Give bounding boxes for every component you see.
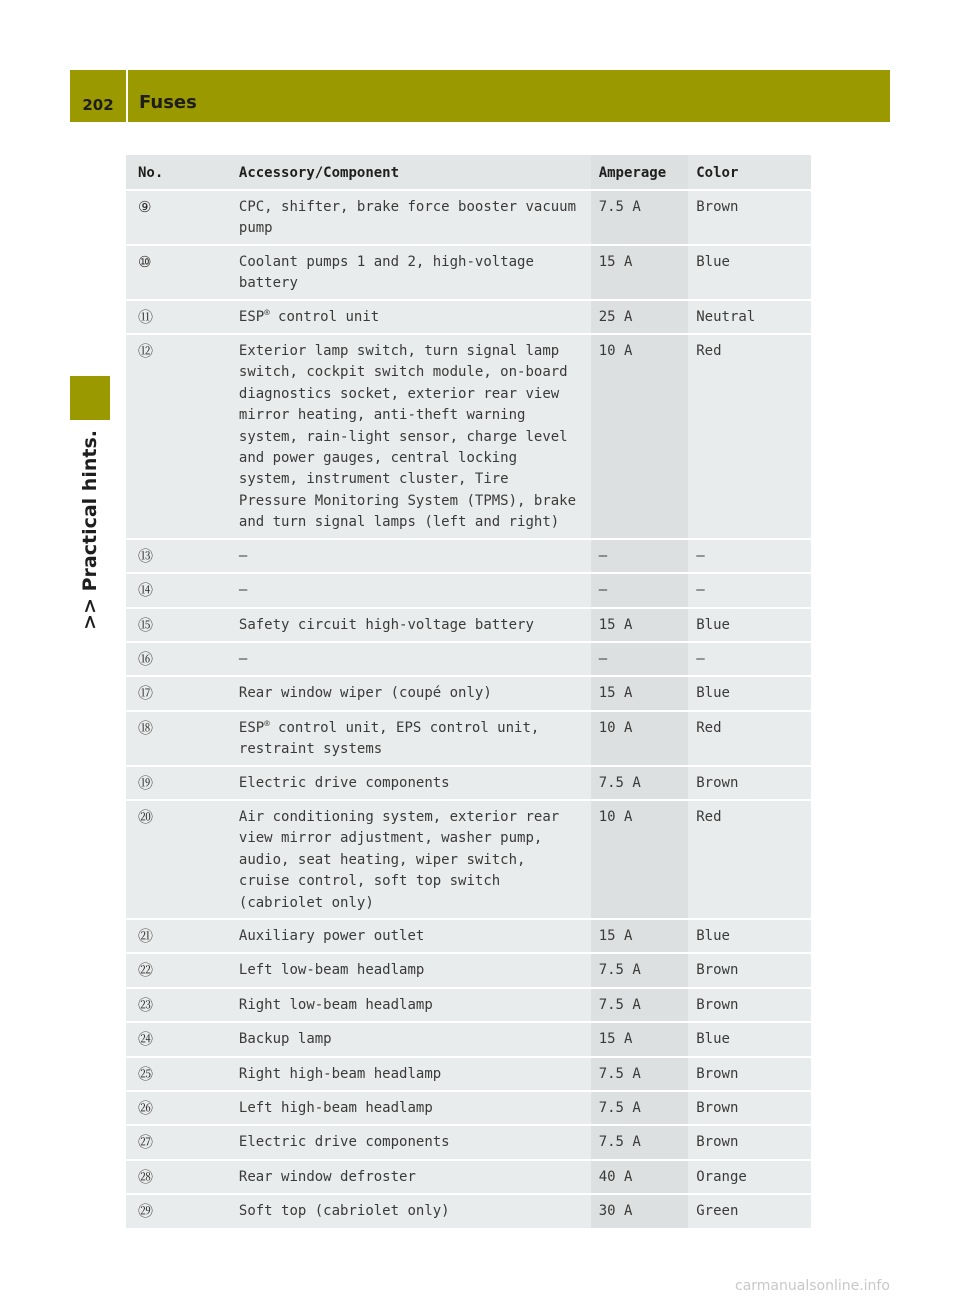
fuse-number-cell <box>126 988 231 1022</box>
fuse-number: ㉕ <box>138 1064 154 1083</box>
table-row <box>126 539 811 573</box>
amperage-cell: 15 A <box>591 245 689 300</box>
fuse-number-cell <box>126 919 231 953</box>
fuse-number: ⑬ <box>138 546 154 565</box>
amperage-cell: — <box>591 573 689 607</box>
fuse-number: ㉓ <box>138 995 154 1014</box>
fuse-number: ⑩ <box>138 252 152 271</box>
amperage-cell: 15 A <box>591 1022 689 1056</box>
component-text: ESP <box>238 719 265 736</box>
color-cell: Blue <box>688 676 811 710</box>
amperage-cell: 15 A <box>591 919 689 953</box>
fuse-number: ⑨ <box>138 198 152 216</box>
table-row <box>126 608 811 642</box>
amperage-cell: 40 A <box>591 1160 689 1194</box>
fuse-table-body <box>126 190 811 1229</box>
fuse-number-cell <box>126 608 231 642</box>
fuse-number: ㉒ <box>138 961 154 980</box>
component-cell: Auxiliary power outlet <box>231 919 591 953</box>
amperage-cell: 25 A <box>591 300 689 334</box>
component-cell: Soft top (cabriolet only) <box>231 1194 591 1228</box>
fuse-number-cell <box>126 300 231 334</box>
column-header-component: Accessory/Component <box>231 155 591 190</box>
component-cell: Safety circuit high-voltage battery <box>231 608 591 642</box>
amperage-cell: 7.5 A <box>591 1091 689 1125</box>
component-cell: — <box>231 642 591 676</box>
registered-mark: ® <box>264 307 270 318</box>
component-cell: Coolant pumps 1 and 2, high-voltage battery <box>231 245 591 300</box>
amperage-cell: 7.5 A <box>591 1125 689 1159</box>
watermark: carmanualsonline.info <box>735 1278 890 1294</box>
table-row <box>126 766 811 800</box>
fuse-number-cell <box>126 711 231 766</box>
fuse-number: ⑭ <box>138 581 154 600</box>
fuse-number: ⑲ <box>138 773 154 792</box>
table-row <box>126 1022 811 1056</box>
registered-mark: ® <box>264 719 270 730</box>
color-cell: Brown <box>688 1057 811 1091</box>
table-row <box>126 988 811 1022</box>
color-cell: Red <box>688 800 811 919</box>
color-cell: Brown <box>688 988 811 1022</box>
component-cell <box>231 300 591 334</box>
amperage-cell: 10 A <box>591 711 689 766</box>
fuse-number-cell <box>126 1194 231 1228</box>
table-row <box>126 1091 811 1125</box>
component-cell: — <box>231 573 591 607</box>
amperage-cell: 7.5 A <box>591 988 689 1022</box>
fuse-number-cell <box>126 676 231 710</box>
fuse-number: ㉘ <box>138 1167 154 1186</box>
table-row <box>126 334 811 539</box>
fuse-number: ㉑ <box>138 926 154 945</box>
page-number: 202 <box>82 96 114 114</box>
component-cell: Rear window wiper (coupé only) <box>231 676 591 710</box>
component-cell: Rear window defroster <box>231 1160 591 1194</box>
component-cell: Left high-beam headlamp <box>231 1091 591 1125</box>
color-cell: Red <box>688 711 811 766</box>
amperage-cell: 10 A <box>591 800 689 919</box>
fuse-number: ⑳ <box>138 807 154 826</box>
component-cell: Air conditioning system, exterior rear view mirror adjustment, washer pump, audio, seat heating, wiper switch, cruise control, soft top switch (cabriolet only) <box>231 800 591 919</box>
component-text: control unit <box>269 308 380 325</box>
amperage-cell: 15 A <box>591 676 689 710</box>
fuse-number-cell <box>126 1160 231 1194</box>
table-row <box>126 711 811 766</box>
color-cell: Green <box>688 1194 811 1228</box>
color-cell: Brown <box>688 1125 811 1159</box>
component-cell: — <box>231 539 591 573</box>
fuse-number: ⑮ <box>138 615 154 634</box>
page-title: Fuses <box>139 92 197 113</box>
fuse-number: ⑰ <box>138 684 154 703</box>
fuse-number-cell <box>126 1125 231 1159</box>
fuse-number: ⑫ <box>138 342 154 361</box>
table-row <box>126 1125 811 1159</box>
section-tab-marker <box>70 376 110 420</box>
component-text: ESP <box>238 308 265 325</box>
fuse-number: ㉖ <box>138 1099 154 1117</box>
color-cell: Brown <box>688 190 811 245</box>
table-row <box>126 953 811 987</box>
amperage-cell: 10 A <box>591 334 689 539</box>
color-cell: Orange <box>688 1160 811 1194</box>
table-row <box>126 245 811 300</box>
fuse-number: ㉙ <box>138 1202 154 1221</box>
component-cell: Exterior lamp switch, turn signal lamp switch, cockpit switch module, on-board diagnostics socket, exterior rear view mirror heating, anti-theft warning system, rain-light sensor, charge level and power gauges, central locking system, instrument cluster, Tire Pressure Monitoring System (TPMS), brake and turn signal lamps (left and right) <box>231 334 591 539</box>
component-cell: Left low-beam headlamp <box>231 953 591 987</box>
color-cell: Blue <box>688 1022 811 1056</box>
header-divider <box>126 70 128 122</box>
fuse-number-cell <box>126 573 231 607</box>
fuse-number-cell <box>126 1022 231 1056</box>
color-cell: Neutral <box>688 300 811 334</box>
amperage-cell: — <box>591 539 689 573</box>
table-row <box>126 1057 811 1091</box>
table-row <box>126 190 811 245</box>
table-row <box>126 919 811 953</box>
fuse-number-cell <box>126 800 231 919</box>
fuse-number: ⑱ <box>138 718 154 737</box>
table-row <box>126 800 811 919</box>
color-cell: Blue <box>688 919 811 953</box>
fuse-number: ⑯ <box>138 649 154 668</box>
component-cell: Backup lamp <box>231 1022 591 1056</box>
color-cell: Red <box>688 334 811 539</box>
fuse-table <box>126 155 811 1230</box>
fuse-number-cell <box>126 1091 231 1125</box>
table-row <box>126 1194 811 1228</box>
component-cell: Electric drive components <box>231 766 591 800</box>
fuse-number-cell <box>126 642 231 676</box>
fuse-number: ⑪ <box>138 307 154 326</box>
fuse-number-cell <box>126 190 231 245</box>
component-cell: Right low-beam headlamp <box>231 988 591 1022</box>
table-row <box>126 573 811 607</box>
table-row <box>126 1160 811 1194</box>
fuse-number-cell <box>126 766 231 800</box>
fuse-number: ㉗ <box>138 1133 154 1152</box>
amperage-cell: 7.5 A <box>591 190 689 245</box>
component-cell: CPC, shifter, brake force booster vacuum pump <box>231 190 591 245</box>
amperage-cell: 7.5 A <box>591 766 689 800</box>
component-cell <box>231 711 591 766</box>
amperage-cell: — <box>591 642 689 676</box>
color-cell: — <box>688 539 811 573</box>
fuse-number-cell <box>126 1057 231 1091</box>
component-cell: Right high-beam headlamp <box>231 1057 591 1091</box>
column-header-amperage: Amperage <box>591 155 689 190</box>
fuse-number-cell <box>126 334 231 539</box>
amperage-cell: 7.5 A <box>591 1057 689 1091</box>
table-row <box>126 300 811 334</box>
color-cell: — <box>688 573 811 607</box>
color-cell: Blue <box>688 608 811 642</box>
column-header-no: No. <box>126 155 231 190</box>
color-cell: Brown <box>688 953 811 987</box>
column-header-color: Color <box>688 155 811 190</box>
amperage-cell: 15 A <box>591 608 689 642</box>
table-row <box>126 676 811 710</box>
color-cell: Brown <box>688 1091 811 1125</box>
color-cell: Brown <box>688 766 811 800</box>
fuse-number-cell <box>126 953 231 987</box>
color-cell: — <box>688 642 811 676</box>
component-text: control unit, EPS control unit, restraint systems <box>238 719 540 758</box>
table-header-row <box>126 155 811 190</box>
section-side-label-text: >> Practical hints. <box>79 430 101 630</box>
amperage-cell: 30 A <box>591 1194 689 1228</box>
color-cell: Blue <box>688 245 811 300</box>
fuse-number: ㉔ <box>138 1030 154 1049</box>
amperage-cell: 7.5 A <box>591 953 689 987</box>
fuse-number-cell <box>126 539 231 573</box>
component-cell: Electric drive components <box>231 1125 591 1159</box>
fuse-number-cell <box>126 245 231 300</box>
table-row <box>126 642 811 676</box>
